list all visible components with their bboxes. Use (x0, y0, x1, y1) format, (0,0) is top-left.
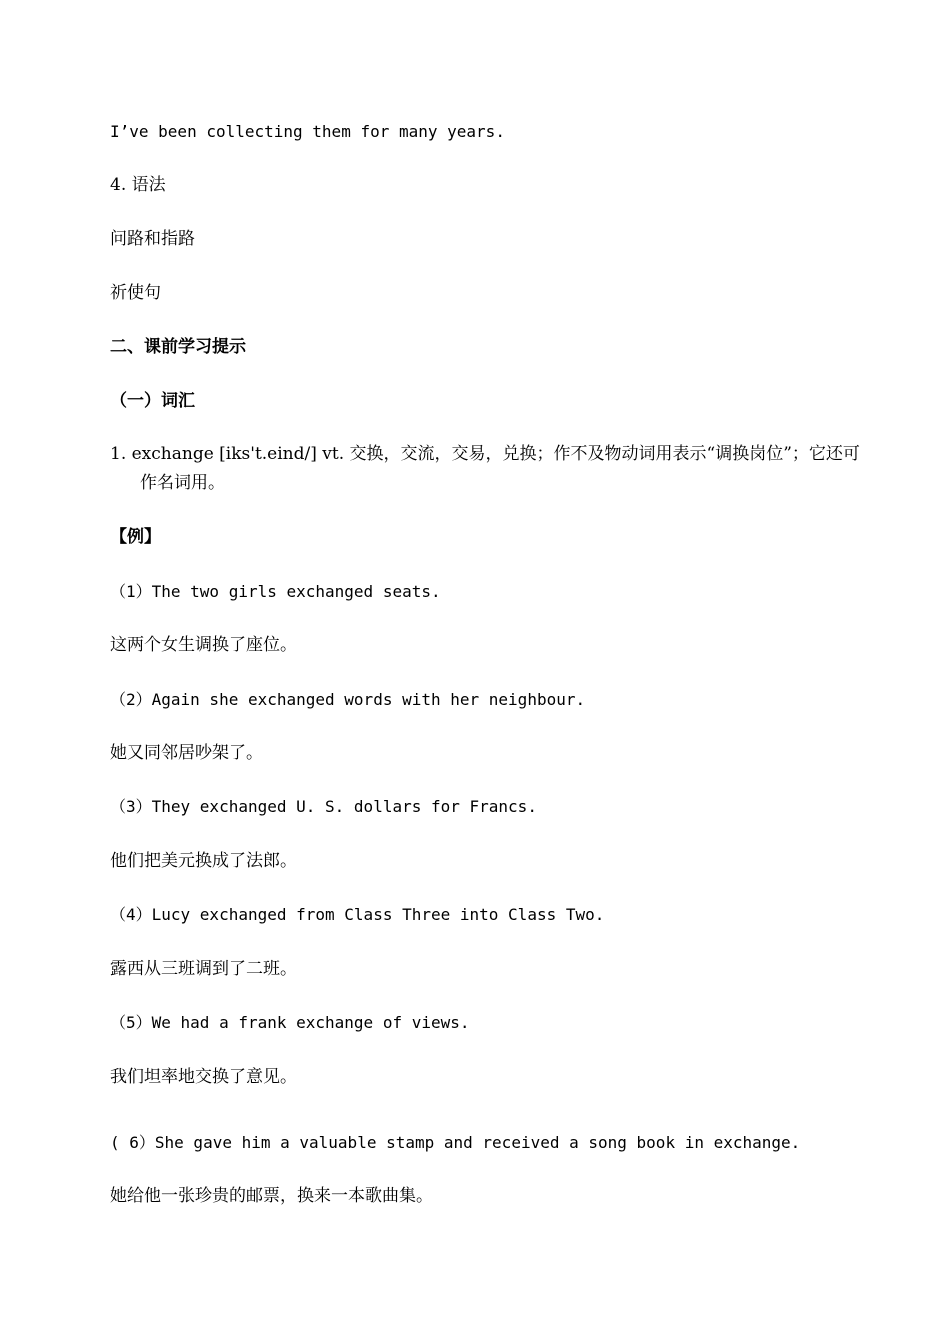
example-4-en: （4）Lucy exchanged from Class Three into Class Two. (110, 905, 605, 924)
subsection-heading-vocabulary: （一）词汇 (110, 391, 195, 411)
example-6-zh: 她给他一张珍贵的邮票，换来一本歌曲集。 (110, 1186, 433, 1206)
example-4-zh: 露西从三班调到了二班。 (110, 959, 297, 979)
section-heading-preview: 二、课前学习提示 (110, 337, 246, 357)
example-5-en: （5）We had a frank exchange of views. (110, 1013, 470, 1032)
example-2-zh: 她又同邻居吵架了。 (110, 743, 263, 763)
vocab-entry-exchange: 1. exchange [iks't.eind/] vt. 交换，交流，交易，兑换；作不及物动词用表示“调换岗位”；它还可作名词用。 (110, 444, 860, 493)
example-5-zh: 我们坦率地交换了意见。 (110, 1067, 297, 1087)
example-3-en: （3）They exchanged U. S. dollars for Francs. (110, 797, 537, 816)
heading-grammar: 4. 语法 (110, 175, 166, 195)
text-line-directions: 问路和指路 (110, 229, 195, 249)
example-1-en: （1）The two girls exchanged seats. (110, 582, 441, 601)
example-label: 【例】 (110, 527, 161, 547)
example-3-zh: 他们把美元换成了法郎。 (110, 851, 297, 871)
example-6-en: ( 6）She gave him a valuable stamp and received a song book in exchange. (110, 1133, 801, 1152)
text-line-collecting: I’ve been collecting them for many years. (110, 122, 505, 141)
text-line-imperative: 祈使句 (110, 283, 161, 303)
example-2-en: （2）Again she exchanged words with her neighbour. (110, 690, 586, 709)
example-1-zh: 这两个女生调换了座位。 (110, 635, 297, 655)
